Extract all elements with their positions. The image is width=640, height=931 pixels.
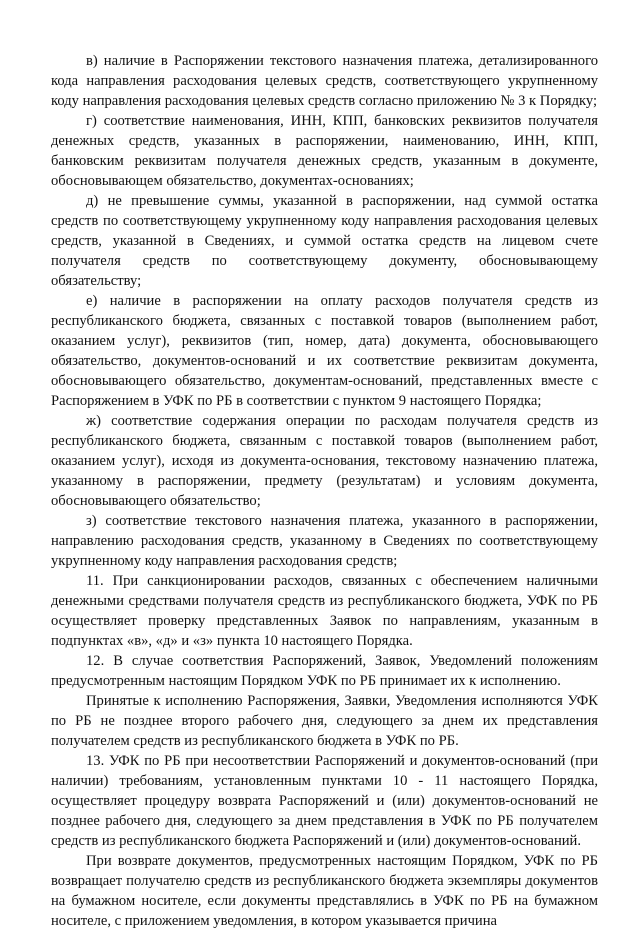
paragraph-11: 11. При санкционировании расходов, связанных с обеспечением наличными денежными средствами получателя средств из республиканского бюджета, УФК по РБ осуществляет проверку представленных Заявок по направлениям, указанным в подпунктах «в», «д» и «з» пункта 10 настоящего Порядка. — [51, 573, 598, 649]
paragraph-12: 12. В случае соответствия Распоряжений, Заявок, Уведомлений положениям предусмотренным настоящим Порядком УФК по РБ принимает их к исполнению. — [51, 653, 598, 689]
paragraph-12-accepted: Принятые к исполнению Распоряжения, Заявки, Уведомления исполняются УФК по РБ не позднее второго рабочего дня, следующего за днем их представления получателем средств из республиканского бюджета в УФК по РБ. — [51, 693, 598, 749]
paragraph-zh: ж) соответствие содержания операции по расходам получателя средств из республиканского бюджета, связанным с поставкой товаров (выполнением работ, оказанием услуг), исходя из документа-основания, текстовому назначению платежа, указанному в распоряжении, предмету (результатам) и условиям документа, обосновывающего обязательство; — [51, 413, 598, 509]
paragraph-z: з) соответствие текстового назначения платежа, указанного в распоряжении, направлению расходования средств, указанному в Сведениях по соответствующему укрупненному коду направления расходования средств; — [51, 513, 598, 569]
paragraph-13: 13. УФК по РБ при несоответствии Распоряжений и документов-оснований (при наличии) требованиям, установленным пунктами 10 - 11 настоящего Порядка, осуществляет процедуру возврата Распоряжений и (или) документов-оснований не позднее рабочего дня, следующего за днем представления в УФК по РБ получателем средств из республиканского бюджета Распоряжений и (или) документов-оснований. — [51, 753, 598, 849]
paragraph-13-return: При возврате документов, предусмотренных настоящим Порядком, УФК по РБ возвращает получателю средств из республиканского бюджета экземпляры документов на бумажном носителе, если документы представлялись в УФК по РБ на бумажном носителе, с приложением уведомления, в котором указывается причина — [51, 853, 598, 929]
paragraph-v: в) наличие в Распоряжении текстового назначения платежа, детализированного кода направления расходования целевых средств, соответствующего укрупненному коду направления расходования целевых средств согласно приложению № 3 к Порядку; — [51, 53, 598, 109]
paragraph-d: д) не превышение суммы, указанной в распоряжении, над суммой остатка средств по соответствующему укрупненному коду направления расходования целевых средств, указанной в Сведениях, и суммой остатка средств на лицевом счете получателя средств по соответствующему документу, обосновывающему обязательству; — [51, 193, 598, 289]
paragraph-g: г) соответствие наименования, ИНН, КПП, банковских реквизитов получателя денежных средств, указанных в распоряжении, наименованию, ИНН, КПП, банковским реквизитам получателя денежных средств, указанным в документе, обосновывающем обязательство, документах-основаниях; — [51, 113, 598, 189]
document-body — [51, 51, 598, 931]
paragraph-e: е) наличие в распоряжении на оплату расходов получателя средств из республиканского бюджета, связанных с поставкой товаров (выполнением работ, оказанием услуг), реквизитов (тип, номер, дата) документа, обосновывающего обязательство, документов-оснований и их соответствие реквизитам документа, обосновывающего обязательство, документам-оснований, представленных вместе с Распоряжением в УФК по РБ в соответствии с пунктом 9 настоящего Порядка; — [51, 293, 598, 409]
